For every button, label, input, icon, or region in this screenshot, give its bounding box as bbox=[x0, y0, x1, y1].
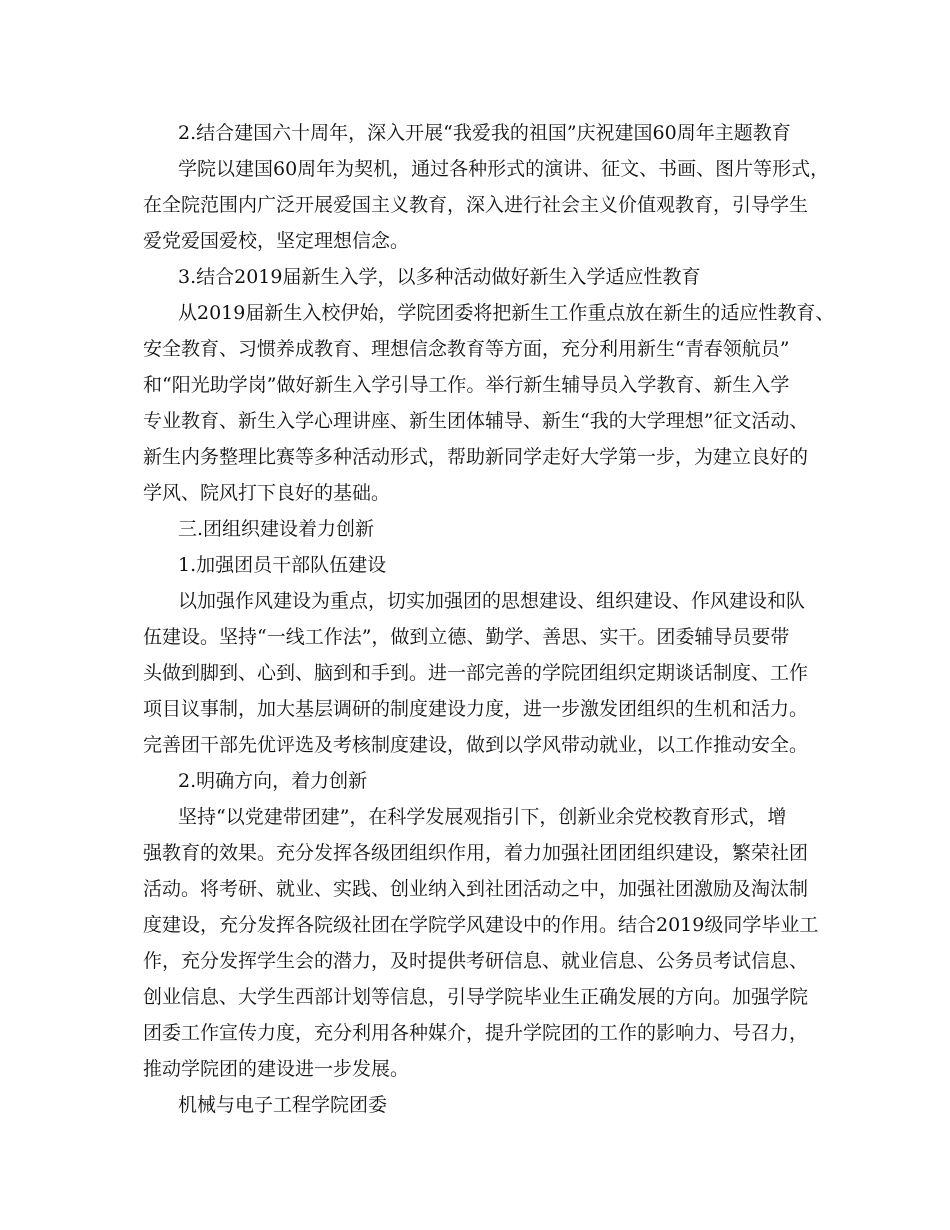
paragraph-line: 坚持“以党建带团建”，在科学发展观指引下，创新业余党校教育形式，增 bbox=[178, 806, 787, 828]
paragraph-line: 学院以建国60周年为契机，通过各种形式的演讲、征文、书画、图片等形式， bbox=[178, 158, 830, 180]
paragraph-line: 和“阳光助学岗”做好新生入学引导工作。举行新生辅导员入学教育、新生入学 bbox=[143, 374, 790, 396]
paragraph-line: 推动学院团的建设进一步发展。 bbox=[143, 1058, 410, 1080]
paragraph-line: 完善团干部先优评选及考核制度建设，做到以学风带动就业，以工作推动安全。 bbox=[143, 734, 809, 756]
paragraph-line: 活动。将考研、就业、实践、创业纳入到社团活动之中，加强社团激励及淘汰制 bbox=[143, 878, 809, 900]
subheading-2-direction: 2.明确方向，着力创新 bbox=[178, 770, 368, 792]
subheading-3-freshmen: 3.结合2019届新生入学，以多种活动做好新生入学适应性教育 bbox=[178, 266, 701, 288]
paragraph-line: 专业教育、新生入学心理讲座、新生团体辅导、新生“我的大学理想”征文活动、 bbox=[143, 410, 809, 432]
paragraph-line: 以加强作风建设为重点，切实加强团的思想建设、组织建设、作风建设和队 bbox=[178, 590, 806, 612]
paragraph-line: 团委工作宣传力度，充分利用各种媒介，提升学院团的工作的影响力、号召力， bbox=[143, 1022, 809, 1044]
subheading-2-national-day: 2.结合建国六十周年，深入开展“我爱我的祖国”庆祝建国60周年主题教育 bbox=[178, 122, 791, 144]
paragraph-line: 创业信息、大学生西部计划等信息，引导学院毕业生正确发展的方向。加强学院 bbox=[143, 986, 809, 1008]
paragraph-line: 头做到脚到、心到、脑到和手到。进一部完善的学院团组织定期谈话制度、工作 bbox=[143, 662, 809, 684]
signature-organization: 机械与电子工程学院团委 bbox=[178, 1094, 388, 1116]
paragraph-line: 从2019届新生入校伊始，学院团委将把新生工作重点放在新生的适应性教育、 bbox=[178, 302, 835, 324]
subheading-1-cadre-team: 1.加强团员干部队伍建设 bbox=[178, 554, 387, 576]
section-heading-3: 三.团组织建设着力创新 bbox=[178, 518, 375, 540]
paragraph-line: 学风、院风打下良好的基础。 bbox=[143, 482, 391, 504]
paragraph-line: 在全院范围内广泛开展爱国主义教育，深入进行社会主义价值观教育，引导学生 bbox=[143, 194, 809, 216]
paragraph-line: 强教育的效果。充分发挥各级团组织作用，着力加强社团团组织建设，繁荣社团 bbox=[143, 842, 809, 864]
paragraph-line: 项目议事制，加大基层调研的制度建设力度，进一步激发团组织的生机和活力。 bbox=[143, 698, 809, 720]
paragraph-line: 作，充分发挥学生会的潜力，及时提供考研信息、就业信息、公务员考试信息、 bbox=[143, 950, 809, 972]
paragraph-line: 度建设，充分发挥各院级社团在学院学风建设中的作用。结合2019级同学毕业工 bbox=[143, 914, 819, 936]
paragraph-line: 伍建设。坚持“一线工作法”，做到立德、勤学、善思、实干。团委辅导员要带 bbox=[143, 626, 790, 648]
paragraph-line: 安全教育、习惯养成教育、理想信念教育等方面，充分利用新生“青春领航员” bbox=[143, 338, 790, 360]
paragraph-line: 爱党爱国爱校，坚定理想信念。 bbox=[143, 230, 410, 252]
paragraph-line: 新生内务整理比赛等多种活动形式，帮助新同学走好大学第一步，为建立良好的 bbox=[143, 446, 809, 468]
